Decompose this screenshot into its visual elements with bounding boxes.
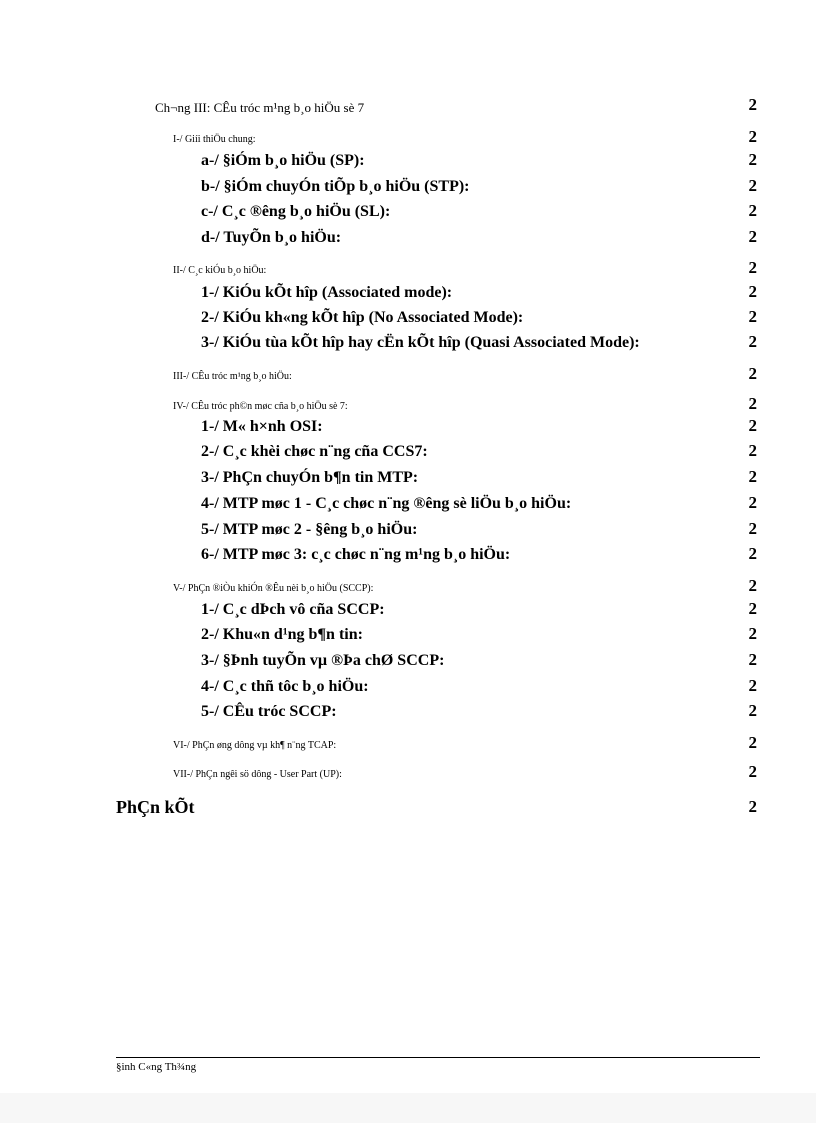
toc-entry-text: a-/ §iÓm b¸o hiÖu (SP):	[201, 152, 365, 169]
toc-page-number: 2	[748, 519, 757, 538]
page-bottom-margin	[0, 1093, 816, 1123]
toc-page-number: 2	[748, 467, 757, 486]
toc-entry-text: V-/ PhÇn ®iÒu khiÓn ®Êu nèi b¸o hiÖu (SCCP):	[173, 583, 374, 594]
toc-page-number: 2	[748, 624, 757, 643]
toc-entry-text: c-/ C¸c ®êng b¸o hiÖu (SL):	[201, 203, 391, 220]
toc-page-number: 2	[748, 416, 757, 435]
toc-entry-text: PhÇn kÕt	[116, 797, 195, 817]
toc-entry-text: 6-/ MTP møc 3: c¸c chøc n¨ng m¹ng b¸o hiÖu:	[201, 546, 511, 563]
toc-page-number: 2	[748, 364, 757, 383]
toc-page-number: 2	[748, 394, 757, 413]
toc-entry-text: 3-/ §Þnh tuyÕn vµ ®Þa chØ SCCP:	[201, 652, 445, 669]
toc-page-number: 2	[748, 441, 757, 460]
toc-entry-text: IV-/ CÊu tróc ph©n møc cña b¸o hiÖu sè 7:	[173, 401, 348, 412]
toc-page-number: 2	[748, 701, 757, 720]
toc-entry-text: 1-/ C¸c dÞch vô cña SCCP:	[201, 601, 385, 618]
toc-entry-text: 4-/ MTP møc 1 - C¸c chøc n¨ng ®êng sè liÖu b¸o hiÖu:	[201, 495, 572, 512]
toc-entry-text: III-/ CÊu tróc m¹ng b¸o hiÖu:	[173, 371, 292, 382]
toc-entry-text: VII-/ PhÇn ngêi sö dông - User Part (UP):	[173, 769, 342, 780]
toc-entry-text: 5-/ MTP møc 2 - §êng b¸o hiÖu:	[201, 521, 418, 538]
toc-entry-text: 1-/ M« h×nh OSI:	[201, 418, 323, 435]
toc-entry-text: Ch¬ng III: CÊu tróc m¹ng b¸o hiÖu sè 7	[155, 100, 365, 115]
toc-entry-text: 4-/ C¸c thñ tôc b¸o hiÖu:	[201, 678, 369, 695]
toc-page-number: 2	[748, 150, 757, 169]
toc-page-number: 2	[748, 258, 757, 277]
toc-entry-text: 3-/ PhÇn chuyÓn b¶n tin MTP:	[201, 469, 419, 486]
toc-page-number: 2	[748, 576, 757, 595]
toc-page-number: 2	[748, 332, 757, 351]
toc-page-number: 2	[748, 282, 757, 301]
toc-entry-text: b-/ §iÓm chuyÓn tiÕp b¸o hiÖu (STP):	[201, 178, 470, 195]
toc-page-number: 2	[748, 599, 757, 618]
toc-entry-text: d-/ TuyÕn b¸o hiÖu:	[201, 229, 342, 246]
footer-divider	[116, 1057, 760, 1058]
toc-entry-text: 3-/ KiÓu tùa kÕt hîp hay cËn kÕt hîp (Quasi Associated Mode):	[201, 334, 640, 351]
toc-page-number: 2	[748, 762, 757, 781]
toc-page-number: 2	[748, 227, 757, 246]
toc-page-number: 2	[748, 307, 757, 326]
toc-page-number: 2	[748, 95, 757, 114]
toc-page-number: 2	[748, 676, 757, 695]
toc-entry-text: I-/ Giíi thiÖu chung:	[173, 134, 256, 145]
toc-entry-text: II-/ C¸c kiÓu b¸o hiÖu:	[173, 265, 267, 276]
toc-page-number: 2	[748, 650, 757, 669]
toc-entry-text: 2-/ C¸c khèi chøc n¨ng cña CCS7:	[201, 443, 428, 460]
toc-entry-text: 2-/ Khu«n d¹ng b¶n tin:	[201, 626, 363, 643]
toc-page-number: 2	[748, 493, 757, 512]
toc-entry-text: 1-/ KiÓu kÕt hîp (Associated mode):	[201, 284, 453, 301]
toc-page-number: 2	[748, 201, 757, 220]
toc-entry-text: VI-/ PhÇn øng dông vµ kh¶ n¨ng TCAP:	[173, 740, 337, 751]
toc-page-number: 2	[748, 544, 757, 563]
toc-page-number: 2	[748, 797, 757, 816]
toc-entry-text: 5-/ CÊu tróc SCCP:	[201, 703, 337, 720]
toc-page-number: 2	[748, 127, 757, 146]
toc-entry-text: 2-/ KiÓu kh«ng kÕt hîp (No Associated Mode):	[201, 309, 524, 326]
footer-author: §inh C«ng Th¾ng	[116, 1061, 197, 1073]
toc-page-number: 2	[748, 176, 757, 195]
toc-page-number: 2	[748, 733, 757, 752]
